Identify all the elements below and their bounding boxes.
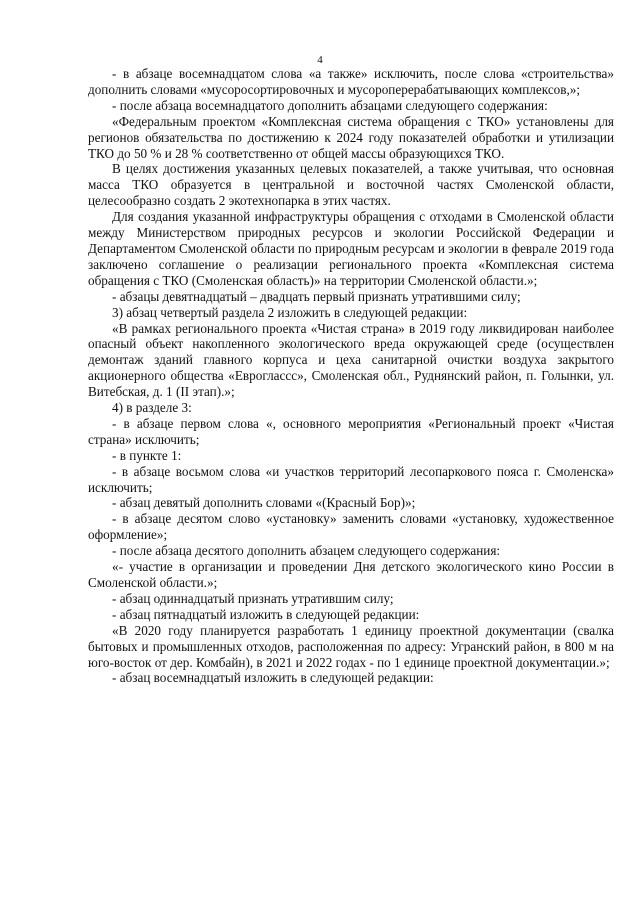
paragraph: - в абзаце восьмом слова «и участков территорий лесопаркового пояса г. Смоленска» исключить;: [88, 463, 614, 495]
paragraph: - абзац восемнадцатый изложить в следующей редакции:: [112, 670, 434, 686]
paragraph: «В 2020 году планируется разработать 1 единицу проектной документации (свалка бытовых и промышленных отходов, расположенная по адресу: Угранский район, в 800 м на юго-восток от дер. Комбайн), в 2021 и 2022 годах - по 1 единице проектной документации.»;: [88, 622, 614, 670]
paragraph: 4) в разделе 3:: [112, 400, 192, 416]
paragraph: - абзац девятый дополнить словами «(Красный Бор)»;: [112, 495, 416, 511]
paragraph: - абзац пятнадцатый изложить в следующей редакции:: [112, 606, 420, 622]
paragraph: - абзацы девятнадцатый – двадцать первый признать утратившими силу;: [112, 288, 521, 304]
paragraph: - после абзаца восемнадцатого дополнить абзацами следующего содержания:: [112, 97, 548, 113]
paragraph: - абзац одиннадцатый признать утратившим силу;: [112, 590, 394, 606]
paragraph: В целях достижения указанных целевых показателей, а также учитывая, что основная масса ТКО образуется в центральной и восточной частях Смоленской области, целесообразно создать 2 экотехнопарка в этих частях.: [88, 161, 614, 209]
paragraph: - в абзаце восемнадцатом слова «а также» исключить, после слова «строительства» дополнить словами «мусоросортировочных и мусороперерабатывающих комплексов,»;: [88, 66, 614, 97]
paragraph: «В рамках регионального проекта «Чистая страна» в 2019 году ликвидирован наиболее опасный объект накопленного экологического вреда окружающей среде (осуществлен демонтаж зданий главного корпуса и цеха санитарной очистки воздуха закрытого акционерного общества «Евроглассс», Смоленская обл., Руднянский район, п. Голынки, ул. Витебская, д. 1 (II этап).»;: [88, 320, 614, 400]
page-number: 4: [317, 54, 323, 66]
paragraph: - в абзаце первом слова «, основного мероприятия «Региональный проект «Чистая страна» исключить;: [88, 415, 614, 447]
paragraph: «Федеральным проектом «Комплексная система обращения с ТКО» установлены для регионов обязательства по достижению к 2024 году показателей обработки и утилизации ТКО до 50 % и 28 % соответственно от общей массы образующихся ТКО.: [88, 113, 614, 161]
paragraph: - в абзаце десятом слово «установку» заменить словами «установку, художественное оформление»;: [88, 511, 614, 543]
paragraph: Для создания указанной инфраструктуры обращения с отходами в Смоленской области между Министерством природных ресурсов и экологии Российской Федерации и Департаментом Смоленской области по природным ресурсам и экологии в феврале 2019 года заключено соглашение о реализации регионального проекта «Комплексная система обращения с ТКО (Смоленская область)» на территории Смоленской области.»;: [88, 209, 614, 288]
paragraph: 3) абзац четвертый раздела 2 изложить в следующей редакции:: [112, 304, 468, 320]
paragraph: - в пункте 1:: [112, 447, 182, 463]
document-body: [88, 66, 614, 686]
paragraph: - после абзаца десятого дополнить абзацем следующего содержания:: [112, 543, 501, 559]
paragraph: «- участие в организации и проведении Дня детского экологического кино России в Смоленской области.»;: [88, 559, 614, 590]
